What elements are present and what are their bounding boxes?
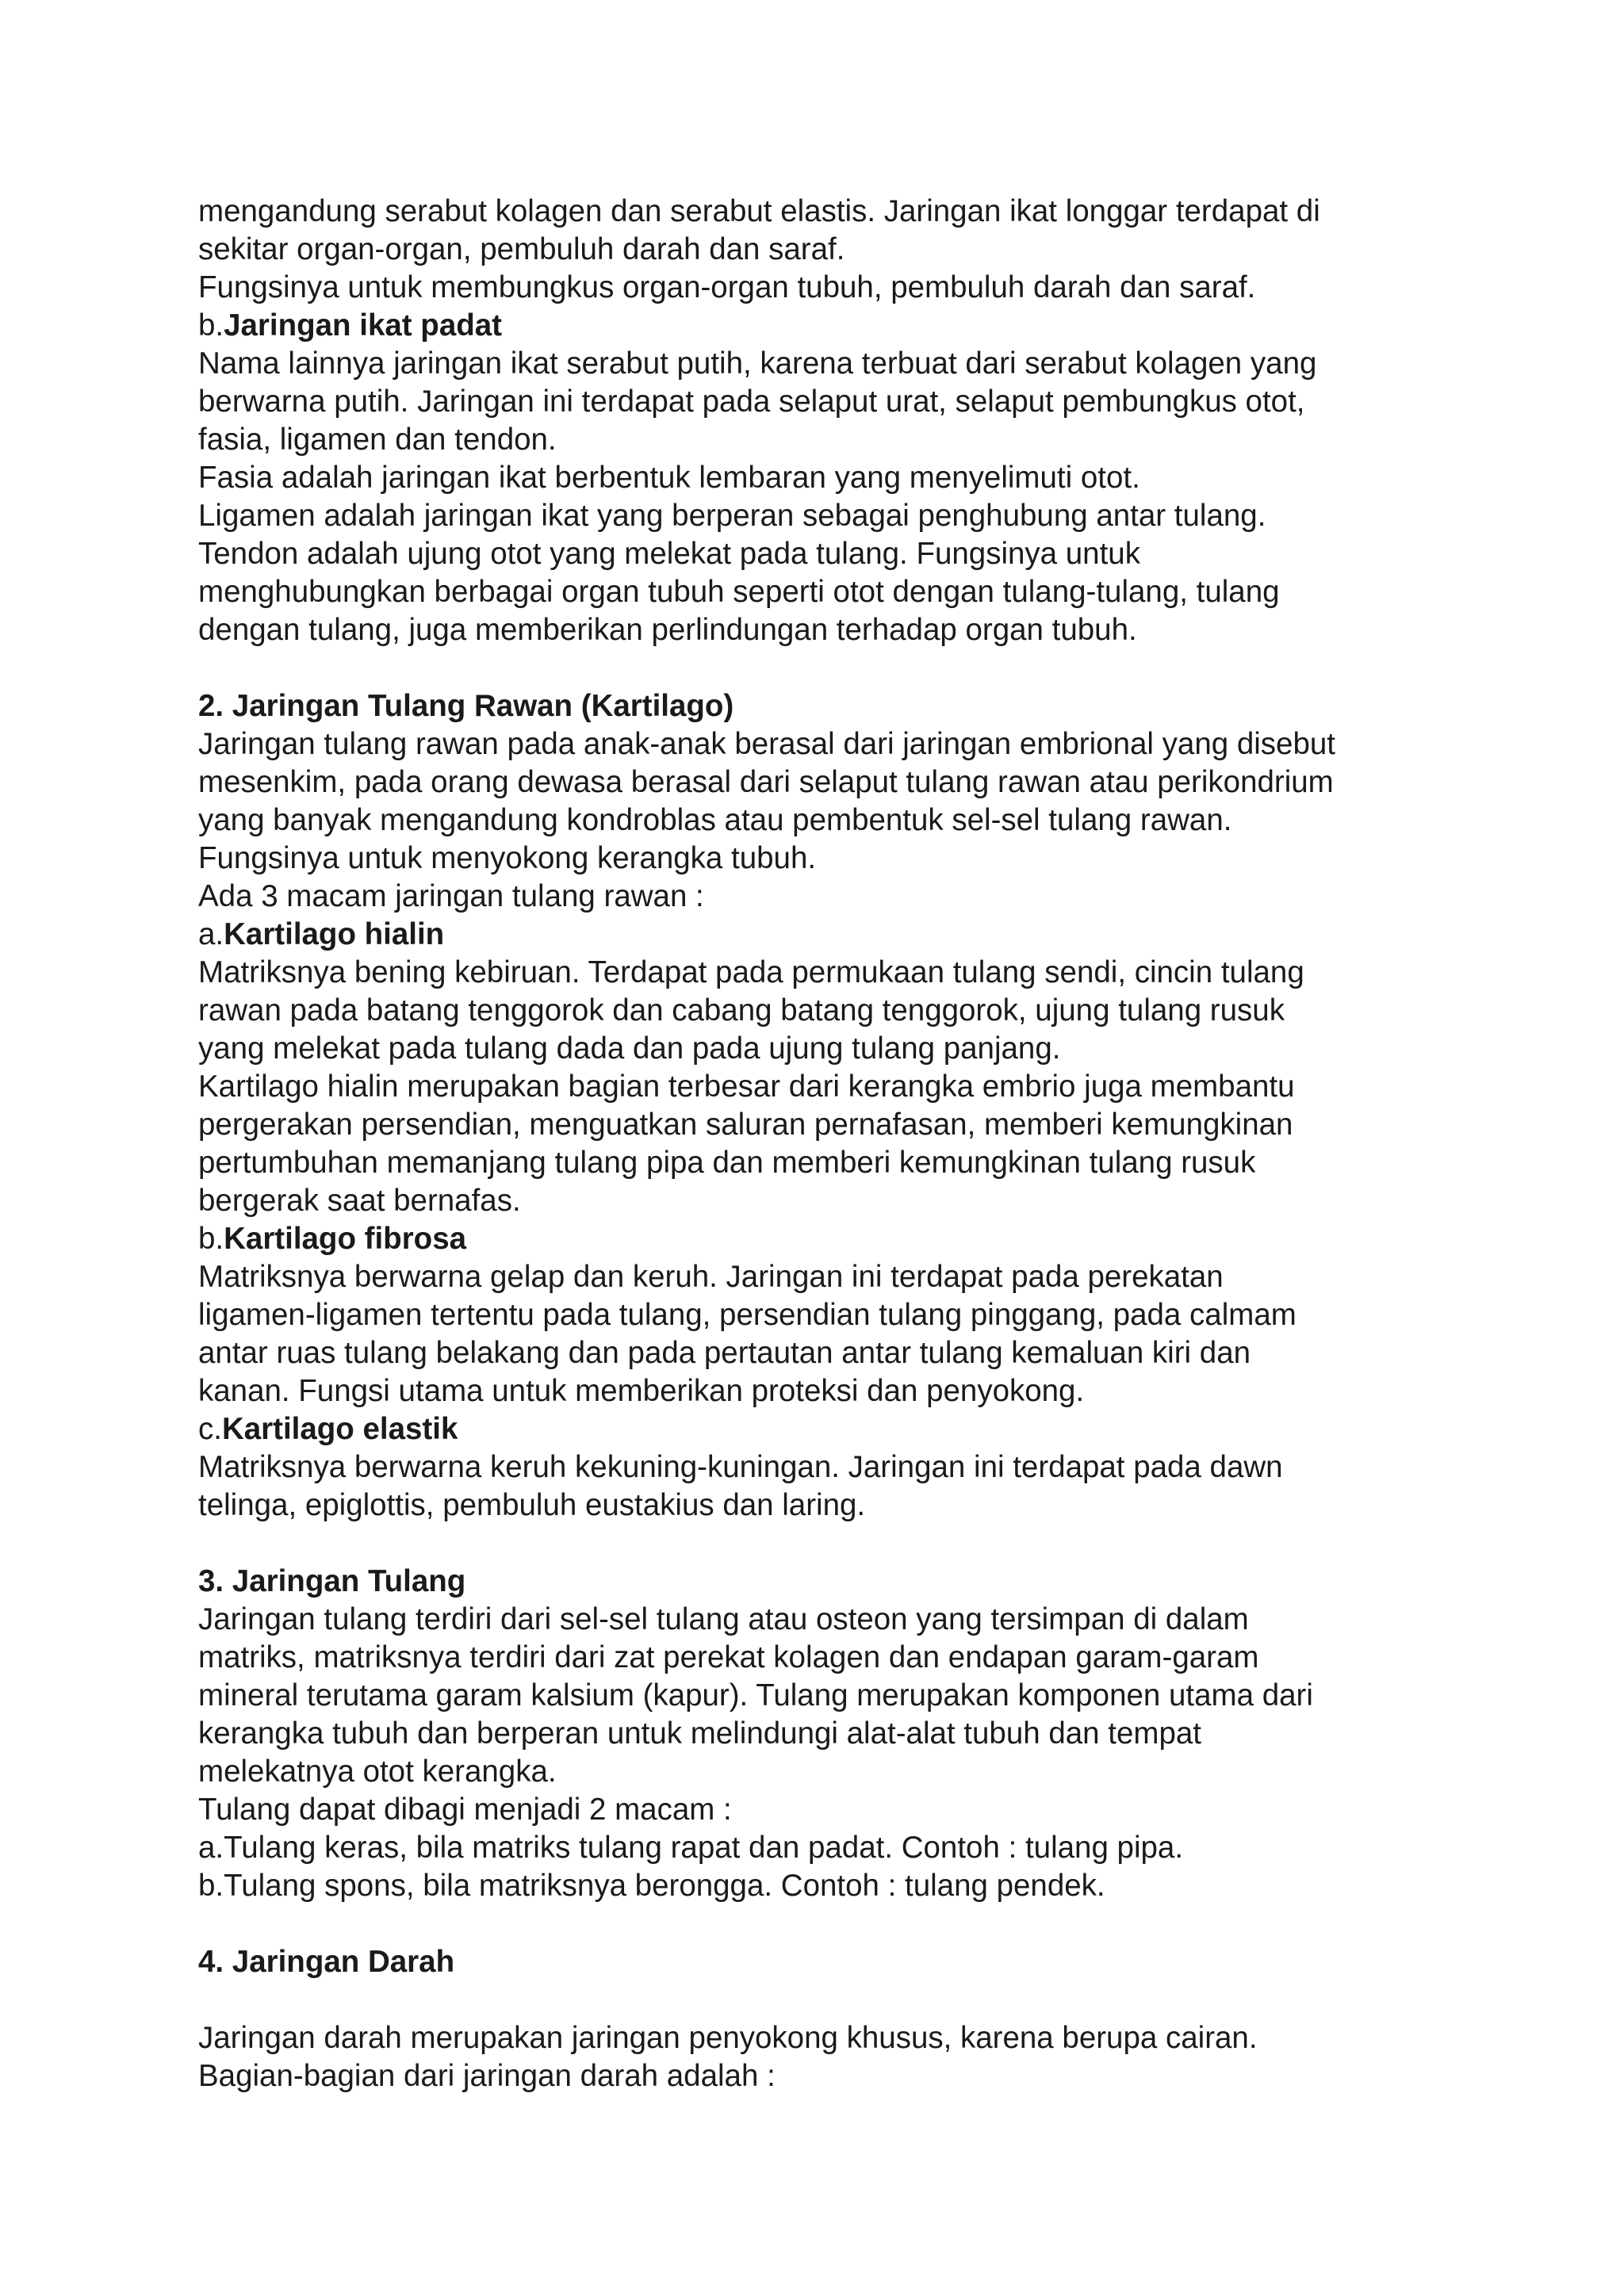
paragraph-line: Matriksnya bening kebiruan. Terdapat pada permukaan tulang sendi, cincin tulang	[198, 955, 1304, 989]
paragraph-line: Tulang dapat dibagi menjadi 2 macam :	[198, 1793, 732, 1827]
paragraph-line: Matriksnya berwarna keruh kekuning-kuningan. Jaringan ini terdapat pada dawn	[198, 1450, 1283, 1484]
subheading-prefix: b.	[198, 1222, 224, 1256]
paragraph-line: matriks, matriksnya terdiri dari zat perekat kolagen dan endapan garam-garam	[198, 1640, 1259, 1674]
paragraph-line: Matriksnya berwarna gelap dan keruh. Jaringan ini terdapat pada perekatan	[198, 1260, 1224, 1294]
paragraph-line: ligamen-ligamen tertentu pada tulang, persendian tulang pinggang, pada calmam	[198, 1298, 1297, 1332]
paragraph-line: kerangka tubuh dan berperan untuk melindungi alat-alat tubuh dan tempat	[198, 1716, 1201, 1751]
paragraph-line: mineral terutama garam kalsium (kapur). Tulang merupakan komponen utama dari	[198, 1678, 1313, 1712]
section-gap	[198, 1981, 1443, 2019]
paragraph-line: dengan tulang, juga memberikan perlindungan terhadap organ tubuh.	[198, 613, 1137, 647]
paragraph-line: yang melekat pada tulang dada dan pada ujung tulang panjang.	[198, 1031, 1061, 1066]
paragraph-line: mengandung serabut kolagen dan serabut elastis. Jaringan ikat longgar terdapat di	[198, 194, 1320, 228]
section-gap	[198, 649, 1443, 687]
subheading-elastik	[198, 1410, 1443, 1448]
subheading-prefix: a.	[198, 917, 224, 951]
section-gap	[198, 1525, 1443, 1563]
paragraph-line: Jaringan tulang rawan pada anak-anak berasal dari jaringan embrional yang disebut	[198, 727, 1335, 761]
paragraph-line: Ada 3 macam jaringan tulang rawan :	[198, 879, 704, 913]
paragraph-line: Jaringan tulang terdiri dari sel-sel tulang atau osteon yang tersimpan di dalam	[198, 1602, 1249, 1636]
paragraph-line: Kartilago hialin merupakan bagian terbesar dari kerangka embrio juga membantu	[198, 1070, 1295, 1104]
paragraph-line: Bagian-bagian dari jaringan darah adalah :	[198, 2059, 776, 2093]
paragraph-line: rawan pada batang tenggorok dan cabang batang tenggorok, ujung tulang rusuk	[198, 993, 1285, 1027]
paragraph-line: b.Tulang spons, bila matriksnya berongga. Contoh : tulang pendek.	[198, 1869, 1105, 1903]
subheading-text: Kartilago hialin	[224, 917, 445, 951]
paragraph-line: Tendon adalah ujung otot yang melekat pada tulang. Fungsinya untuk	[198, 537, 1140, 571]
paragraph-line: mesenkim, pada orang dewasa berasal dari selaput tulang rawan atau perikondrium	[198, 765, 1334, 799]
subheading-text: Kartilago fibrosa	[224, 1222, 467, 1256]
subheading-ikat-padat	[198, 307, 1443, 345]
paragraph-line: Fasia adalah jaringan ikat berbentuk lembaran yang menyelimuti otot.	[198, 461, 1140, 495]
paragraph-line: kanan. Fungsi utama untuk memberikan proteksi dan penyokong.	[198, 1374, 1085, 1408]
paragraph-line: Fungsinya untuk menyokong kerangka tubuh.	[198, 841, 817, 875]
paragraph-line: pergerakan persendian, menguatkan saluran pernafasan, memberi kemungkinan	[198, 1108, 1293, 1142]
paragraph-line: yang banyak mengandung kondroblas atau pembentuk sel-sel tulang rawan.	[198, 803, 1232, 837]
subheading-prefix: b.	[198, 308, 224, 342]
document-page	[198, 193, 1443, 2095]
paragraph-line: a.Tulang keras, bila matriks tulang rapat dan padat. Contoh : tulang pipa.	[198, 1831, 1184, 1865]
paragraph-line: bergerak saat bernafas.	[198, 1184, 521, 1218]
section-heading-4: 4. Jaringan Darah	[198, 1945, 455, 1979]
subheading-hialin	[198, 916, 1443, 954]
paragraph-line: antar ruas tulang belakang dan pada pertautan antar tulang kemaluan kiri dan	[198, 1336, 1251, 1370]
paragraph-line: pertumbuhan memanjang tulang pipa dan memberi kemungkinan tulang rusuk	[198, 1146, 1256, 1180]
section-heading-2: 2. Jaringan Tulang Rawan (Kartilago)	[198, 689, 734, 723]
paragraph-line: Nama lainnya jaringan ikat serabut putih, karena terbuat dari serabut kolagen yang	[198, 346, 1317, 381]
paragraph-line: Fungsinya untuk membungkus organ-organ tubuh, pembuluh darah dan saraf.	[198, 270, 1256, 304]
paragraph-line: Ligamen adalah jaringan ikat yang berperan sebagai penghubung antar tulang.	[198, 499, 1266, 533]
paragraph-line: telinga, epiglottis, pembuluh eustakius dan laring.	[198, 1488, 866, 1522]
subheading-text: Kartilago elastik	[221, 1412, 458, 1446]
subheading-fibrosa	[198, 1220, 1443, 1258]
paragraph-line: berwarna putih. Jaringan ini terdapat pada selaput urat, selaput pembungkus otot,	[198, 385, 1305, 419]
section-heading-3: 3. Jaringan Tulang	[198, 1564, 466, 1598]
section-gap	[198, 1905, 1443, 1943]
paragraph-line: Jaringan darah merupakan jaringan penyokong khusus, karena berupa cairan.	[198, 2021, 1258, 2055]
paragraph-line: sekitar organ-organ, pembuluh darah dan saraf.	[198, 232, 845, 266]
subheading-prefix: c.	[198, 1412, 222, 1446]
paragraph-line: fasia, ligamen dan tendon.	[198, 423, 557, 457]
paragraph-line: melekatnya otot kerangka.	[198, 1755, 557, 1789]
paragraph-line: menghubungkan berbagai organ tubuh seperti otot dengan tulang-tulang, tulang	[198, 575, 1280, 609]
subheading-text: Jaringan ikat padat	[224, 308, 502, 342]
